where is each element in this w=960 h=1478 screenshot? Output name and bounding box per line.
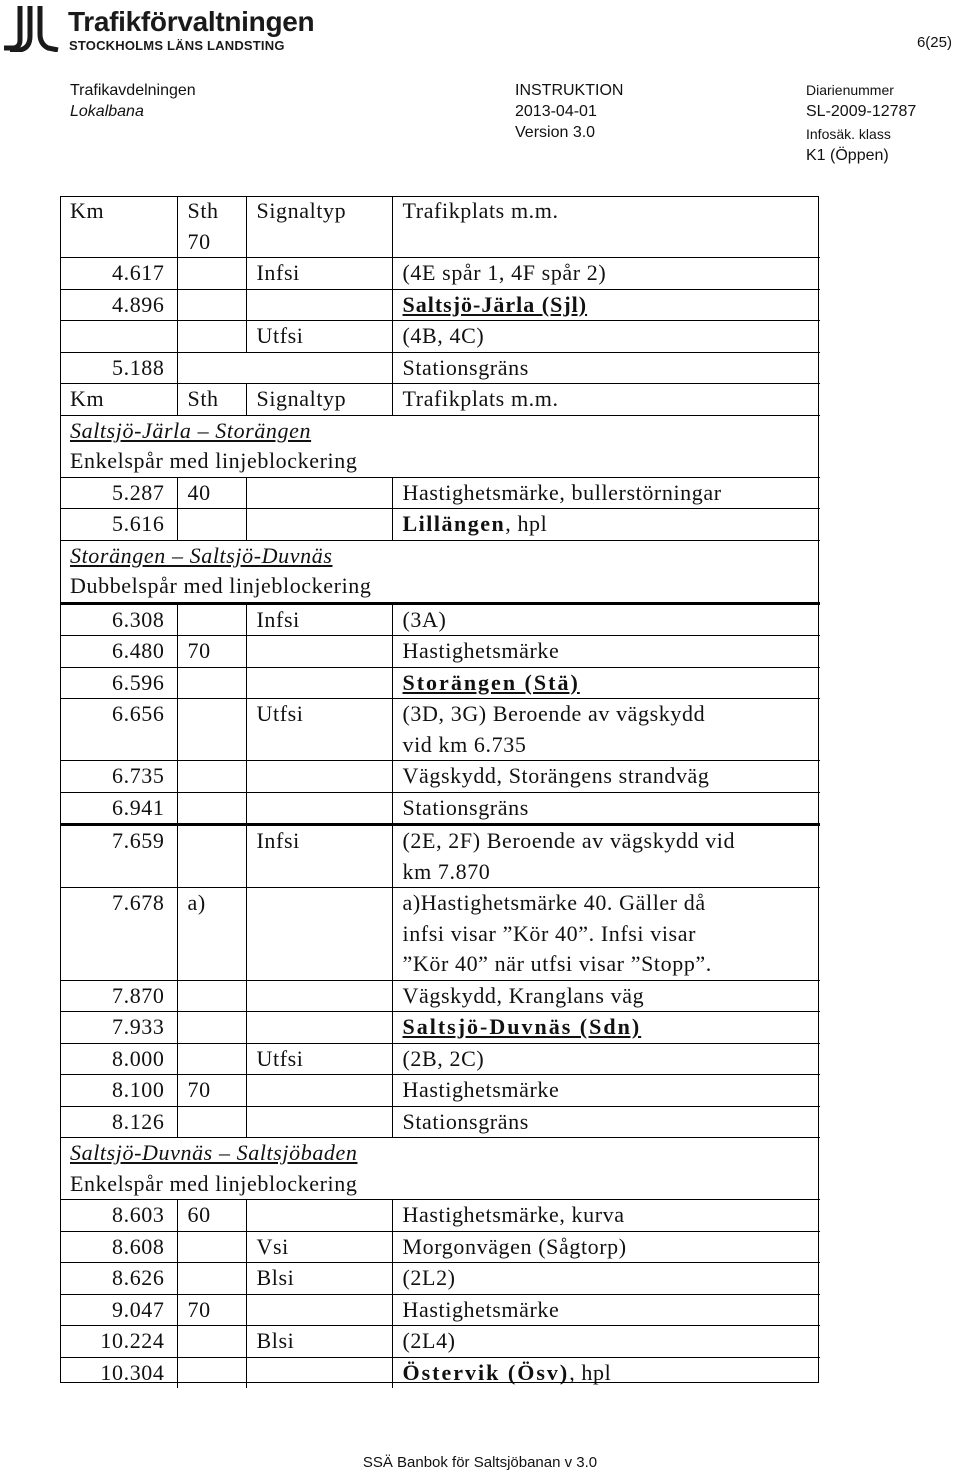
classification-value: K1 (Öppen) <box>806 147 889 164</box>
sth: 70 <box>177 1075 246 1107</box>
track-table <box>60 196 820 1388</box>
place-line: a)Hastighetsmärke 40. Gäller då <box>402 890 706 915</box>
section-row <box>60 540 820 571</box>
place: (2L4) <box>392 1326 820 1358</box>
table-row <box>60 477 820 509</box>
table-row <box>60 667 820 699</box>
station-name: Saltsjö-Duvnäs (Sdn) <box>402 1014 642 1039</box>
km: 8.100 <box>60 1075 177 1107</box>
section-subtitle: Dubbelspår med linjeblockering <box>70 573 372 598</box>
place: Hastighetsmärke <box>392 1294 820 1326</box>
signal-type: Infsi <box>246 603 392 636</box>
signal-type: Utfsi <box>246 699 392 761</box>
table-row <box>60 792 820 825</box>
table-row <box>60 761 820 793</box>
km: 6.596 <box>60 667 177 699</box>
section-subtitle-row <box>60 1169 820 1200</box>
document-version: Version 3.0 <box>515 124 596 141</box>
place: Vägskydd, Kranglans väg <box>392 980 820 1012</box>
header-department <box>70 80 196 122</box>
km: 8.608 <box>60 1231 177 1263</box>
place: Stationsgräns <box>392 1106 820 1138</box>
stop-suffix: , hpl <box>569 1359 612 1385</box>
signal-type: Infsi <box>246 258 392 290</box>
table-row <box>60 636 820 668</box>
sth: a) <box>177 888 246 981</box>
header-signal-type: Signaltyp <box>246 384 392 416</box>
place-line: (2E, 2F) Beroende av vägskydd vid <box>402 828 736 853</box>
place: Stationsgräns <box>392 792 820 825</box>
km: 6.480 <box>60 636 177 668</box>
section-title: Saltsjö-Duvnäs – Saltsjöbaden <box>70 1140 358 1165</box>
place-line: vid km 6.735 <box>402 731 527 757</box>
table-row <box>60 1263 820 1295</box>
header-registry <box>806 80 916 166</box>
km: 9.047 <box>60 1294 177 1326</box>
km: 6.656 <box>60 699 177 761</box>
table-row <box>60 888 820 981</box>
km: 8.603 <box>60 1200 177 1232</box>
page-number: 6(25) <box>916 34 952 51</box>
signal-type: Blsi <box>246 1263 392 1295</box>
place: Hastighetsmärke <box>392 1075 820 1107</box>
registry-label: Diarienummer <box>806 82 894 98</box>
table-row <box>60 227 820 258</box>
stop-name: Östervik (Ösv) <box>402 1359 570 1385</box>
sth: 60 <box>177 1200 246 1232</box>
section-subtitle: Enkelspår med linjeblockering <box>70 1170 358 1196</box>
table-row <box>60 1106 820 1138</box>
header-document-info <box>515 80 623 143</box>
signal-type: Blsi <box>246 1326 392 1358</box>
department: Trafikavdelningen <box>70 82 196 99</box>
header-signal-type: Signaltyp <box>246 196 392 227</box>
km: 5.188 <box>60 352 177 384</box>
table-row <box>60 699 820 761</box>
place: Vägskydd, Storängens strandväg <box>392 761 820 793</box>
table-row <box>60 1075 820 1107</box>
place-line: km 7.870 <box>402 858 491 884</box>
sth: 70 <box>177 636 246 668</box>
trafikforvaltningen-logo-icon <box>2 4 60 52</box>
km: 5.616 <box>60 509 177 541</box>
table-row <box>60 1326 820 1358</box>
stop-name: Lillängen <box>402 511 506 536</box>
km: 6.941 <box>60 792 177 825</box>
km: 5.287 <box>60 477 177 509</box>
place: Hastighetsmärke <box>392 636 820 668</box>
km: 4.896 <box>60 289 177 321</box>
table-row <box>60 1357 820 1388</box>
table-row <box>60 1012 820 1044</box>
table-row <box>60 289 820 321</box>
station-name: Storängen (Stä) <box>402 669 580 695</box>
place: (3A) <box>392 603 820 636</box>
logo-subtitle: STOCKHOLMS LÄNS LANDSTING <box>69 38 285 53</box>
km: 7.933 <box>60 1012 177 1044</box>
section-title: Saltsjö-Järla – Storängen <box>70 417 312 443</box>
table-row <box>60 603 820 636</box>
km: 6.735 <box>60 761 177 793</box>
km: 6.308 <box>60 603 177 636</box>
place-line: infsi visar ”Kör 40”. Infsi visar <box>402 920 697 946</box>
section-row <box>60 415 820 446</box>
place: (2L2) <box>392 1263 820 1295</box>
document-date: 2013-04-01 <box>515 103 597 120</box>
signal-type: Infsi <box>246 825 392 888</box>
table-row <box>60 1231 820 1263</box>
sth: 70 <box>177 227 246 258</box>
km: 8.000 <box>60 1043 177 1075</box>
table-row <box>60 509 820 541</box>
unit: Lokalbana <box>70 103 144 120</box>
place: Morgonvägen (Sågtorp) <box>392 1231 820 1263</box>
place: Stationsgräns <box>392 352 820 384</box>
km: 7.659 <box>60 825 177 888</box>
km: 8.626 <box>60 1263 177 1295</box>
km: 8.126 <box>60 1106 177 1138</box>
table-row <box>60 1200 820 1232</box>
logo-name: Trafikförvaltningen <box>68 6 315 37</box>
place: (4E spår 1, 4F spår 2) <box>392 258 820 290</box>
table-header-row <box>60 196 820 227</box>
km: 7.678 <box>60 888 177 981</box>
registry-number: SL-2009-12787 <box>806 103 917 120</box>
table-row <box>60 1043 820 1075</box>
sth: 40 <box>177 477 246 509</box>
stop-suffix: , hpl <box>505 511 548 536</box>
signal-type: Utfsi <box>246 321 392 353</box>
document-type: INSTRUKTION <box>515 82 624 99</box>
place-line: (3D, 3G) Beroende av vägskydd <box>402 701 706 726</box>
place: Hastighetsmärke, kurva <box>392 1200 820 1232</box>
km: 10.304 <box>60 1357 177 1388</box>
signal-type: Vsi <box>246 1231 392 1263</box>
header-place: Trafikplats m.m. <box>392 196 820 227</box>
table-row <box>60 980 820 1012</box>
section-row <box>60 1138 820 1169</box>
header-sth: Sth <box>177 384 246 416</box>
signal-type: Utfsi <box>246 1043 392 1075</box>
section-subtitle-row <box>60 571 820 603</box>
header-km: Km <box>60 384 177 416</box>
km: 10.224 <box>60 1326 177 1358</box>
place: Hastighetsmärke, bullerstörningar <box>392 477 820 509</box>
km: 4.617 <box>60 258 177 290</box>
header-place: Trafikplats m.m. <box>392 384 820 416</box>
header-sth: Sth <box>177 196 246 227</box>
table-header-row <box>60 384 820 416</box>
table-row <box>60 321 820 353</box>
km: 7.870 <box>60 980 177 1012</box>
section-subtitle-row <box>60 446 820 477</box>
section-title: Storängen – Saltsjö-Duvnäs <box>70 542 333 568</box>
table-row <box>60 1294 820 1326</box>
page-footer: SSÄ Banbok för Saltsjöbanan v 3.0 <box>362 1454 598 1471</box>
table-row <box>60 825 820 888</box>
header-km: Km <box>70 198 105 223</box>
place-line: ”Kör 40” när utfsi visar ”Stopp”. <box>402 951 712 976</box>
station-name: Saltsjö-Järla (Sjl) <box>402 291 588 317</box>
classification-label: Infosäk. klass <box>806 126 891 142</box>
logo <box>2 4 322 52</box>
table-row <box>60 258 820 290</box>
place: (2B, 2C) <box>392 1043 820 1075</box>
section-subtitle: Enkelspår med linjeblockering <box>70 448 358 473</box>
place: (4B, 4C) <box>392 321 820 353</box>
table-row <box>60 352 820 384</box>
sth: 70 <box>177 1294 246 1326</box>
